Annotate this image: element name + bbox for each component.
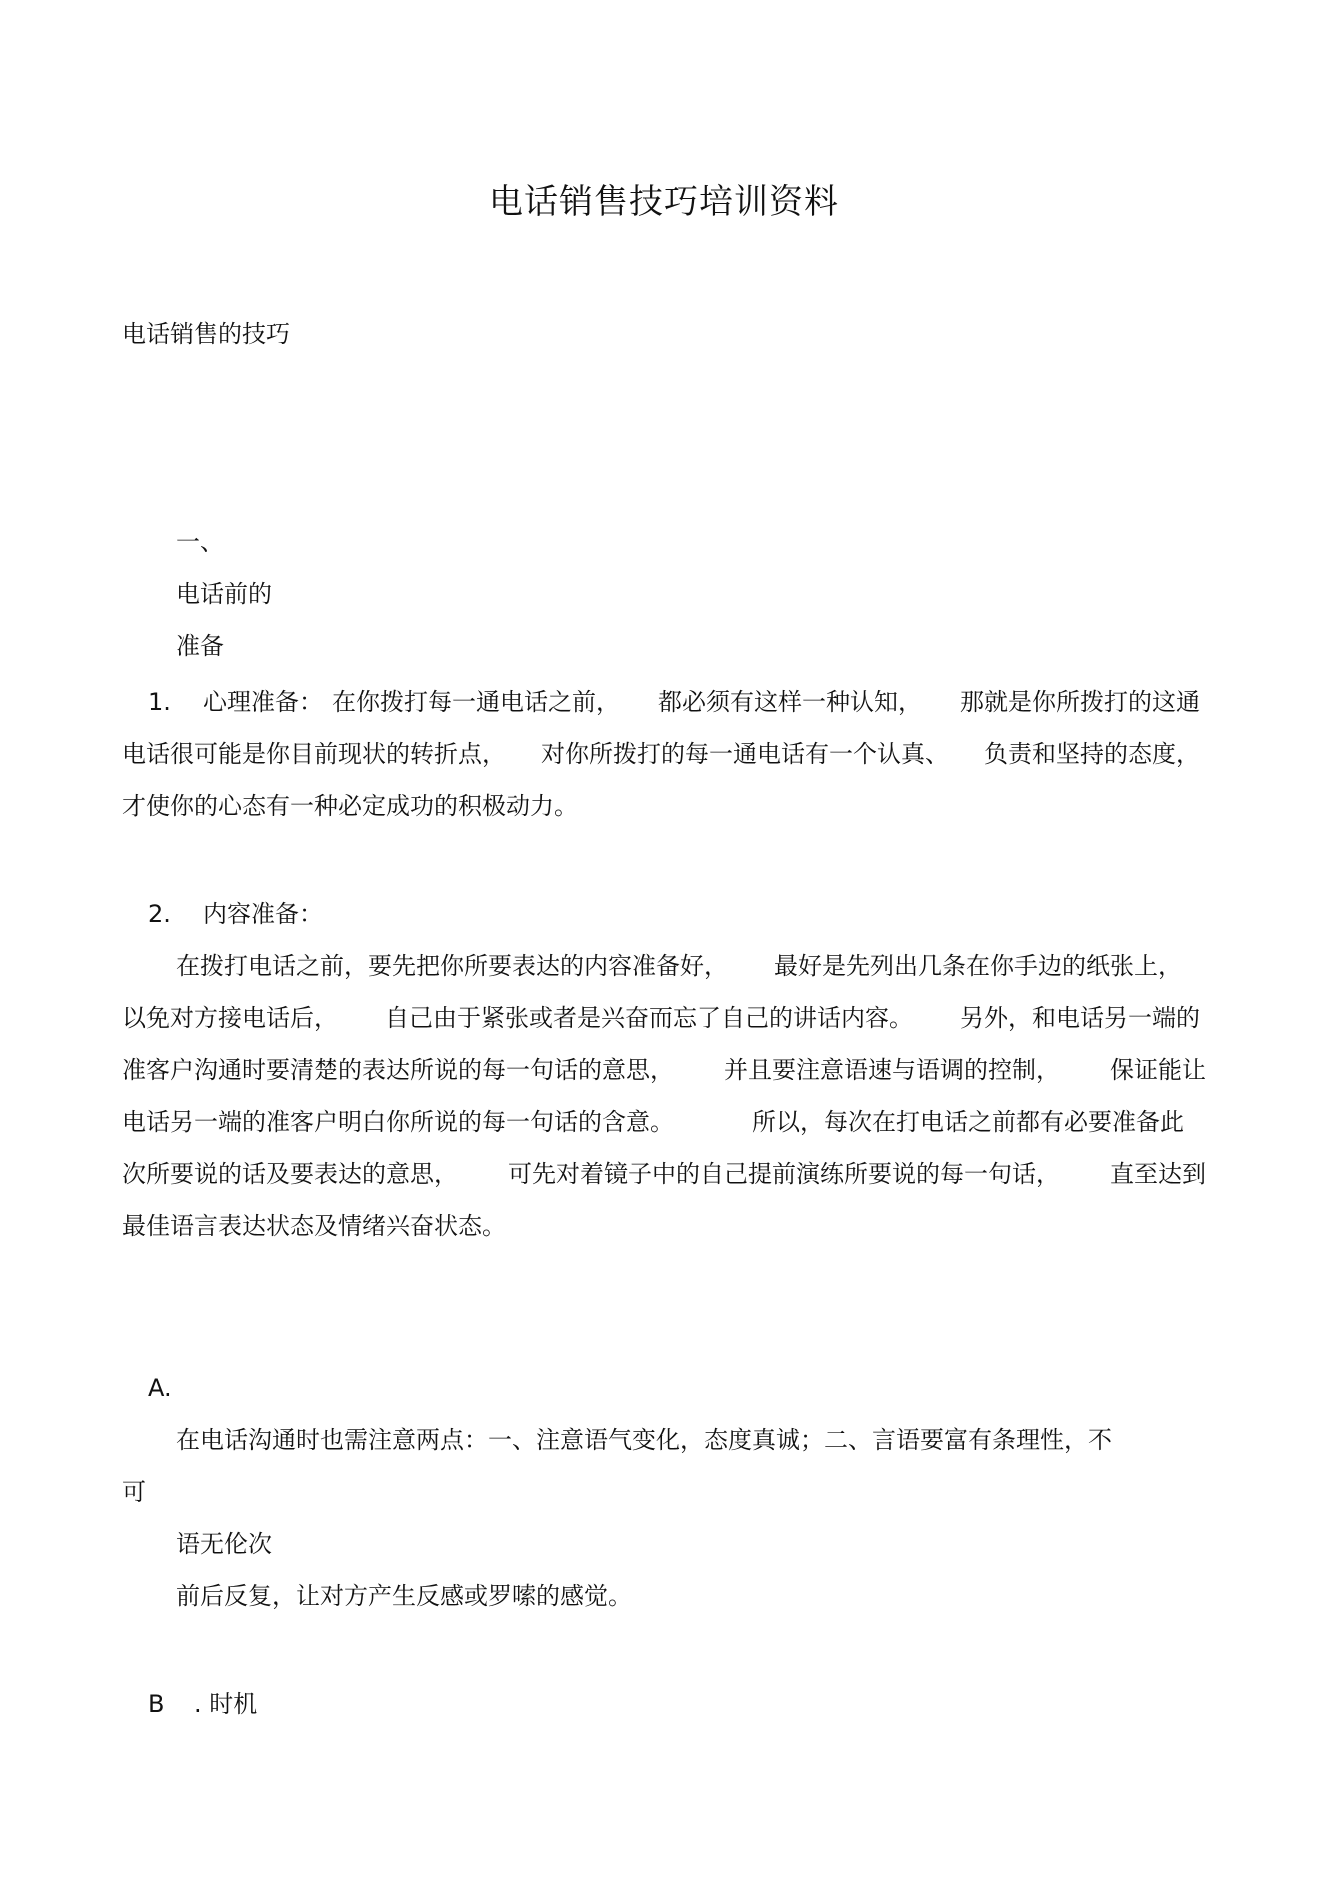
item1-number: 1.: [148, 688, 171, 716]
item2-line5: [122, 1158, 1206, 1190]
itemB-label: B: [148, 1690, 165, 1718]
item2-line5-segment: 可先对着镜子中的自己提前演练所要说的每一句话，: [508, 1160, 1060, 1188]
item2-line4: [122, 1106, 1184, 1138]
item1-label: 心理准备：: [203, 688, 323, 716]
item1-line1-segment: 在你拨打每一通电话之前，: [332, 688, 620, 716]
item1-line2-segment: 负责和坚持的态度，: [984, 740, 1200, 768]
section-heading-line: 一、: [176, 528, 224, 556]
item1-line2: [122, 738, 1200, 770]
itemA-line4: 前后反复，让对方产生反感或罗嗦的感觉。: [176, 1582, 632, 1610]
item2-line5-segment: 直至达到: [1110, 1160, 1206, 1188]
item1-line1-segment: 都必须有这样一种认知，: [658, 688, 922, 716]
item2-line3-segment: 并且要注意语速与语调的控制，: [724, 1056, 1060, 1084]
item2-line3: [122, 1054, 1206, 1086]
item2-line5-segment: 次所要说的话及要表达的意思，: [122, 1160, 458, 1188]
item1-line2-segment: 对你所拨打的每一通电话有一个认真、: [541, 740, 949, 768]
itemA-line2: 可: [122, 1478, 146, 1506]
item2-line6: 最佳语言表达状态及情绪兴奋状态。: [122, 1212, 506, 1240]
item2-line4-segment: 所以，每次在打电话之前都有必要准备此: [752, 1108, 1184, 1136]
item2-line3-segment: 准客户沟通时要清楚的表达所说的每一句话的意思，: [122, 1056, 674, 1084]
item1-first-line: [148, 686, 323, 718]
item2-line1-segment: 在拨打电话之前，要先把你所要表达的内容准备好，: [176, 952, 728, 980]
section-subtitle: 电话销售的技巧: [122, 320, 290, 348]
item2-label: 内容准备：: [203, 900, 323, 928]
item2-line4-segment: 电话另一端的准客户明白你所说的每一句话的含意。: [122, 1108, 674, 1136]
item2-number: 2.: [148, 900, 171, 928]
item2-line2-segment: 另外，和电话另一端的: [960, 1004, 1200, 1032]
section-heading-line: 电话前的: [176, 580, 272, 608]
item2-line2-segment: 以免对方接电话后，: [122, 1004, 338, 1032]
itemA-line3: 语无伦次: [176, 1530, 272, 1558]
item2-line1: [176, 950, 1182, 982]
item1-line1: [332, 686, 1200, 718]
itemB-text: . 时机: [194, 1690, 258, 1718]
item1-line2-segment: 电话很可能是你目前现状的转折点，: [122, 740, 506, 768]
itemA-label: A.: [148, 1374, 172, 1402]
item1-line3: 才使你的心态有一种必定成功的积极动力。: [122, 792, 578, 820]
section-heading-line: 准备: [176, 632, 224, 660]
itemA-line1: 在电话沟通时也需注意两点：一、注意语气变化，态度真诚；二、言语要富有条理性，不: [176, 1426, 1112, 1454]
item2-line1-segment: 最好是先列出几条在你手边的纸张上，: [774, 952, 1182, 980]
item2-line3-segment: 保证能让: [1110, 1056, 1206, 1084]
item2-line2-segment: 自己由于紧张或者是兴奋而忘了自己的讲话内容。: [385, 1004, 913, 1032]
item2-first-line: [148, 898, 323, 930]
item2-line2: [122, 1002, 1200, 1034]
document-title: 电话销售技巧培训资料: [489, 182, 839, 222]
item1-line1-segment: 那就是你所拨打的这通: [960, 688, 1200, 716]
